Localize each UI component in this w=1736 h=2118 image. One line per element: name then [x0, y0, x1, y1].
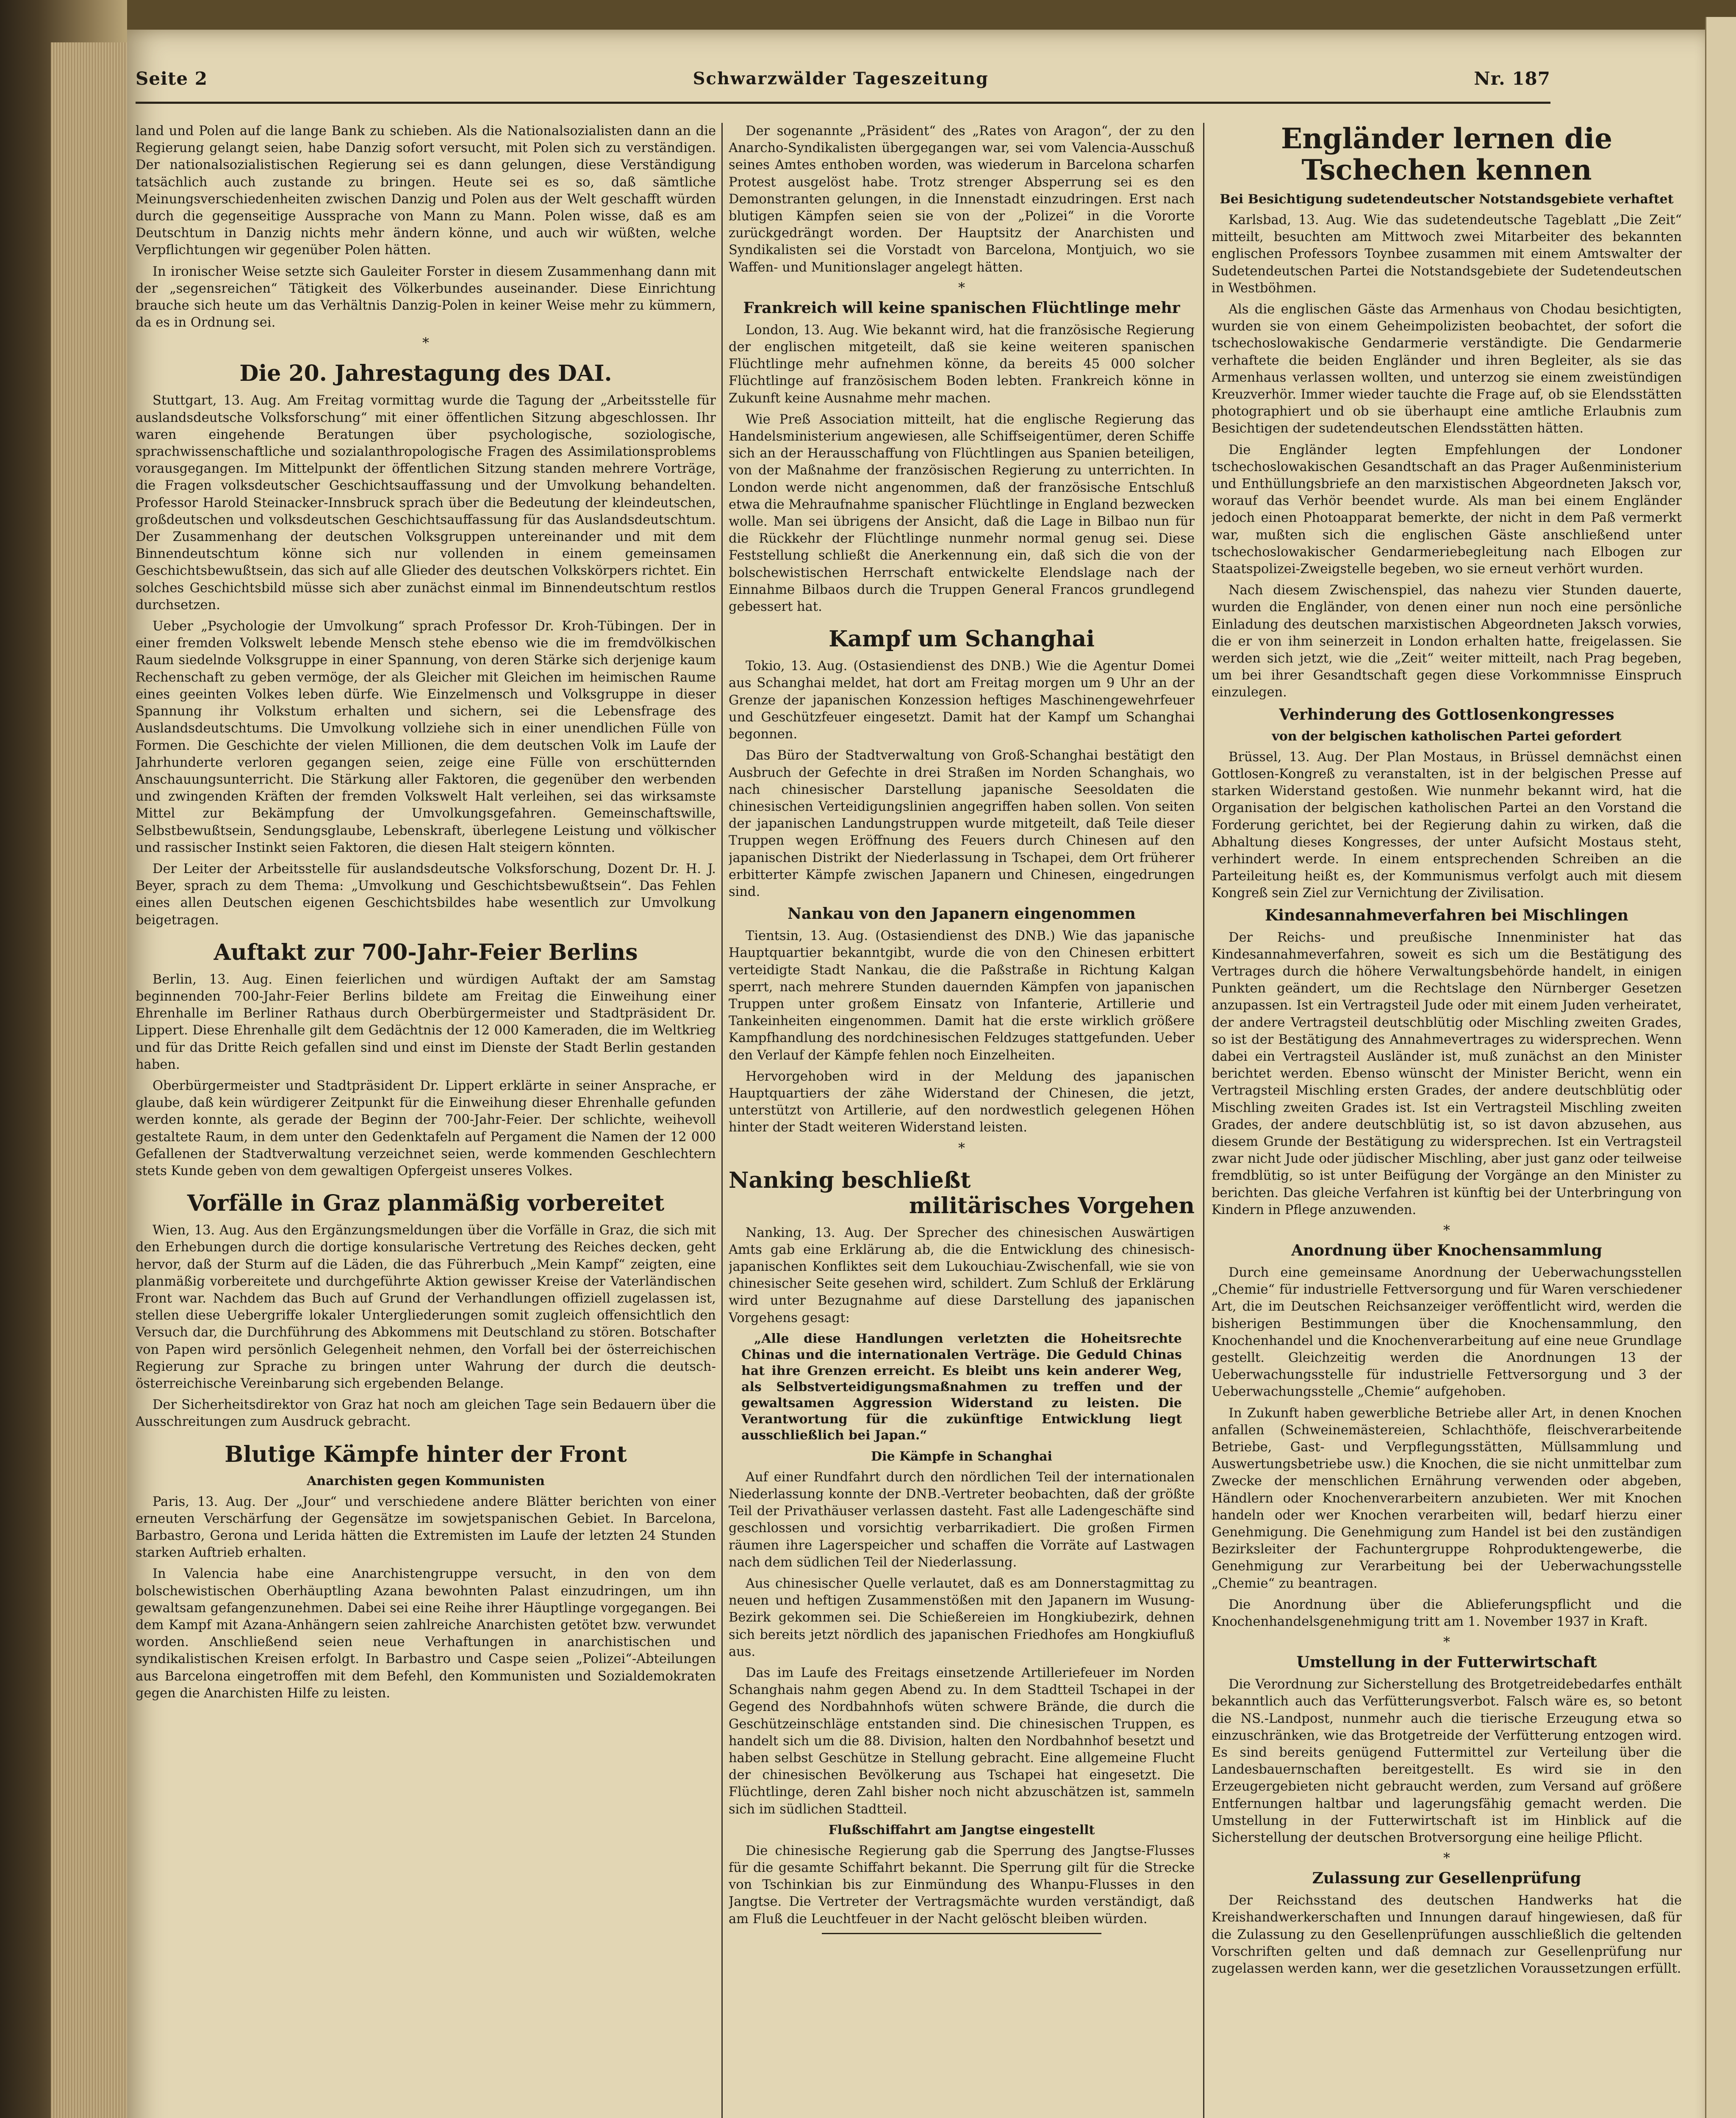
article-text: Der Reichs- und preußische Innenminister hat das Kindesannahmeverfahren, soweit es sich um die Bestätigung des Vertrages durch die höhere Verwaltungsbehörde handelt, in einigen Punkten geändert, um die Rechtslage den Nürnberger Gesetzen anzupassen. Ist ein Vertragsteil Jude oder mit einem Juden verheiratet, der andere Vertragsteil deutschblütig oder Mischling zweiten Grades, so ist der Bestätigung des Annahmevertrages zu widersprechen. Wenn dabei ein Vertragsteil Ausländer ist, muß zunächst an den Minister berichtet werden. Ebenso wünscht der Minister Bericht, wenn ein Vertragsteil Mischling ersten Grades, der andere deutschblütig oder Mischling zweiten Grades ist. Ist ein Vertragsteil Mischling zweiten Grades, der andere deutschblütig ist, so ist davon abzusehen, aus diesem Grunde der Bestätigung zu widersprechen. Ist ein Vertragsteil zwar nicht Jude oder jüdischer Mischling, aber just ganz oder teilweise fremdblütig, so ist unter Beifügung der Vorgänge an den Minister zu berichten. Das gleiche Verfahren ist künftig bei der Unterbringung von Kindern in Pflege anzuwenden.: [1212, 930, 1682, 1217]
separator-star: *: [422, 335, 429, 351]
headline-frankreich: Frankreich will keine spanischen Flüchtlinge mehr: [743, 299, 1180, 317]
subheadline-kaempfe: Die Kämpfe in Schanghai: [871, 1449, 1052, 1464]
issue-number: Nr. 187: [1474, 68, 1550, 89]
article-text: Als die englischen Gäste das Armenhaus von Chodau besichtigten, wurden sie von einem Geheimpolizisten beobachtet, der sofort die tschechoslowakische Gendarmerie verständigte. Die Gendarmerie verhaftete die beiden Engländer und ihren Begleiter, als sie das Armenhaus verlassen wollten, und unterzog sie einem zweistündigen Kreuzverhör. Immer wieder tauchte die Frage auf, ob sie Elendsstätten photographiert und ob sie überhaupt eine amtliche Erlaubnis zum Besichtigen der sudetendeutschen Elendsstätten hätten.: [1212, 302, 1682, 436]
column-rule-2: [1203, 123, 1204, 2118]
article-text: Durch eine gemeinsame Anordnung der Ueberwachungsstellen „Chemie“ für industrielle Fettversorgung und für Waren verschiedener Art, die im Deutschen Reichsanzeiger veröffentlicht wird, werden die bisherigen Bestimmungen über die Knochensammlung, den Knochenhandel und die Knochenverarbeitung auf eine neue Grundlage gestellt. Gleichzeitig werden die Anordnungen 13 der Ueberwachungsstelle für industrielle Fettversorgung und 3 der Ueberwachungsstelle „Chemie“ aufgehoben.: [1212, 1265, 1682, 1400]
article-text: Wie Preß Association mitteilt, hat die englische Regierung das Handelsministerium angewiesen, alle Schiffseigentümer, deren Schiffe sich an der Herausschaffung von Flüchtlingen aus Spanien beteiligen, von der Maßnahme der französischen Regierung zu unterrichten. In London werde nicht angenommen, daß der französische Entschluß etwa die Mehraufnahme spanischer Flüchtlinge in England bezwecken wolle. Man sei übrigens der Ansicht, daß die Lage in Bilbao nun für die Rückkehr der Flüchtlinge nunmehr normal genug sei. Diese Feststellung schließt die Anerkennung ein, daß sich die von der bolschewistischen Herrschaft entwickelte Elendslage nach der Einnahme Bilbaos durch die Truppen General Francos grundlegend gebessert hat.: [729, 412, 1195, 615]
headline-englaender: Engländer lernen die Tschechen kennen: [1281, 123, 1613, 186]
article-text: Hervorgehoben wird in der Meldung des japanischen Hauptquartiers der zähe Widerstand der Chinesen, die jetzt, unterstützt von Artillerie, auf den nordwestlich gelegenen Höhen hinter der Stadt weiteren Widerstand leisten.: [729, 1069, 1195, 1135]
separator-star: *: [1443, 1850, 1450, 1866]
headline-front: Blutige Kämpfe hinter der Front: [225, 1441, 627, 1467]
quote-block: „Alle diese Handlungen verletzten die Hoheitsrechte Chinas und die internationalen Verträge. Die Geduld Chinas hat ihre Grenzen erreicht. Es bleibt uns kein anderer Weg, als Selbstverteidigungsmaßnahmen zu treffen und der gewaltsamen Aggression Widerstand zu leisten. Die Verantwortung für die zukünftige Entwicklung liegt ausschließlich bei Japan.“: [741, 1331, 1182, 1443]
separator-star: *: [958, 1139, 965, 1156]
article-text: Karlsbad, 13. Aug. Wie das sudetendeutsche Tageblatt „Die Zeit“ mitteilt, besuchten am Mittwoch zwei Mitarbeiter des bekannten englischen Professors Toynbee zusammen mit einem Amtswalter der Sudetendeutschen Partei die Notstandsgebiete der Sudetendeutschen in Westböhmen.: [1212, 213, 1682, 296]
article-text: London, 13. Aug. Wie bekannt wird, hat die französische Regierung der englischen mitgeteilt, daß sie keine weiteren spanischen Flüchtlinge mehr aufnehmen könne, da bereits 45 000 solcher Flüchtlinge auf französischem Boden lebten. Frankreich könne in Zukunft keine Ausnahme mehr machen.: [729, 322, 1195, 406]
headline-nanking-b: militärisches Vorgehen: [909, 1192, 1195, 1219]
end-rule: [822, 1933, 1101, 1934]
subheadline-notstand: Bei Besichtigung sudetendeutscher Notstandsgebiete verhaftet: [1220, 192, 1674, 207]
article-text: Die Verordnung zur Sicherstellung des Brotgetreidebedarfes enthält bekanntlich auch das Verfütterungsverbot. Falsch wäre es, so betont die NS.-Landpost, nunmehr auch die tierische Erzeugung etwa so einzuschränken, wie das Brotgetreide der Verfütterung entzogen wird. Es sind bereits genügend Futtermittel zur Verteilung über die Landesbauernschaften bereitgestellt. Es wird sie in den Erzeugergebieten nicht gebraucht werden, zum Versand auf größere Entfernungen haltbar und lagerungsfähig gemacht werden. Die Umstellung in der Futterwirtschaft ist im Hinblick auf die Sicherstellung der deutschen Brotversorgung eine heilige Pflicht.: [1212, 1677, 1682, 1846]
headline-gesellen: Zulassung zur Gesellenprüfung: [1312, 1869, 1581, 1888]
subheadline-anarchists: Anarchisten gegen Kommunisten: [307, 1473, 545, 1489]
article-text: Die chinesische Regierung gab die Sperrung des Jangtse-Flusses für die gesamte Schiffahrt bekannt. Die Sperrung gilt für die Strecke von Tschinkian bis zur Einmündung des Whanpu-Flusses in den Jangtse. Die Vertreter der Vertragsmächte wurden verständigt, daß am Fluß die Leuchtfeuer in der Nacht gelöscht bleiben würden.: [729, 1843, 1195, 1927]
article-text: Tientsin, 13. Aug. (Ostasiendienst des DNB.) Wie das japanische Hauptquartier bekanntgibt, wurde die von den Chinesen erbittert verteidigte Stadt Nankau, die die Paßstraße in Richtung Kalgan sperrt, nach mehrere Stunden dauernden Kämpfen von japanischen Truppen unter großem Einsatz von Infanterie, Artillerie und Tankeinheiten eingenommen. Damit hat die erste wirklich größere Kampfhandlung des nordchinesischen Feldzuges stattgefunden. Ueber den Verlauf der Kämpfe fehlen noch Einzelheiten.: [729, 929, 1195, 1063]
article-text: Die Anordnung über die Ablieferungspflicht und die Knochenhandelsgenehmigung tritt am 1. November 1937 in Kraft.: [1212, 1597, 1682, 1630]
headline-dai: Die 20. Jahrestagung des DAI.: [239, 360, 612, 387]
column-rule-1: [721, 123, 723, 2118]
page-stack: [51, 42, 131, 2118]
article-text: Der Sicherheitsdirektor von Graz hat noch am gleichen Tage sein Bedauern über die Ausschreitungen zum Ausdruck gebracht.: [136, 1397, 716, 1430]
separator-star: *: [1443, 1634, 1450, 1650]
separator-star: *: [1443, 1222, 1450, 1238]
column-3: [1212, 123, 1682, 2118]
article-text: In Zukunft haben gewerbliche Betriebe aller Art, in denen Knochen anfallen (Schweinemästereien, Schlachthöfe, fleischverarbeitende Betriebe, Gast- und Verpflegungsstätten, Müllsammlung und Auswertungsbetriebe usw.) die Knochen, die sie nicht unmittelbar zum Zwecke der menschlichen Ernährung verwenden oder abgeben, Händlern oder Knochenverarbeitern anzubieten. Wer mit Knochen handeln oder wer Knochen verarbeiten will, bedarf hierzu einer Genehmigung. Die Genehmigung zum Handel ist bei den zuständigen Bezirksleiter der Fachuntergruppe Rohproduktengewerbe, die Genehmigung zur Verarbeitung bei der Ueberwachungsstelle „Chemie“ zu beantragen.: [1212, 1406, 1682, 1591]
article-text: Nach diesem Zwischenspiel, das nahezu vier Stunden dauerte, wurden die Engländer, von denen einer nun noch eine persönliche Einladung des deutschen marxistischen Abgeordneten Jaksch vorwies, die er von ihm seinerzeit in London erhalten hatte, freigelassen. Sie werden sich jetzt, wie die „Zeit“ weiter mitteilt, nach Prag begeben, um bei ihrer Gesandtschaft gegen diese Vorkommnisse Einspruch einzulegen.: [1212, 583, 1682, 700]
article-text: In Valencia habe eine Anarchistengruppe versucht, in den von dem bolschewistischen Oberhäuptling Azana bewohnten Palast einzudringen, um ihn gewaltsam gefangenzunehmen. Dabei sei eine Reihe ihrer Häuptlinge vorgegangen. Bei dem Kampf mit Azana-Anhängern seien zahlreiche Anarchisten getötet bzw. verwundet worden. Anschließend seien neue Verhaftungen in anarchistischen und syndikalistischen Kreisen erfolgt. In Barbastro und Caspe seien „Polizei“-Abteilungen aus Barcelona eingetroffen mit dem Befehl, den Kommunisten und Sozialdemokraten gegen die Anarchisten Hilfe zu leisten.: [136, 1566, 716, 1701]
headline-futter: Umstellung in der Futterwirtschaft: [1296, 1653, 1597, 1672]
newspaper-title: Schwarzwälder Tageszeitung: [693, 68, 989, 89]
article-text: Ueber „Psychologie der Umvolkung“ sprach Professor Dr. Kroh-Tübingen. Der in einer fremden Volkswelt lebende Mensch stehe ebenso wie die im fremdvölkischen Raum siedelnde Volksgruppe in einer Spannung, von deren Stärke sich derjenige kaum Rechenschaft zu geben vermöge, der als Gleicher mit Gleichen im heimischen Raume eines geeinten Volkes leben dürfe. Wie Einzelmensch und Volksgruppe in dieser Spannung ihr Volkstum erhalten und sichern, sei die Lebensfrage des Auslandsdeutschtums. Die Umvolkung vollziehe sich in einer unendlichen Fülle von Formen. Die Geschichte der vielen Millionen, die dem deutschen Volk im Laufe der Jahrhunderte verloren gegangen seien, zeige eine Fülle von erschütternden Anschauungsunterricht. Die Stärkung aller Faktoren, die gegenüber den werbenden und zwingenden Kräften der fremden Volkswelt Halt verleihen, sei das wirksamste Mittel zur Bekämpfung der Umvolkungsgefahren. Gemeinschaftswille, Selbstbewußtsein, Sendungsglaube, Lebenskraft, überlegene Leistung und völkischer und rassischer Instinkt seien Faktoren, die diesen Halt steigern könnten.: [136, 619, 716, 855]
headline-nanking-a: Nanking beschließt: [729, 1167, 971, 1193]
subheadline-jangtse: Flußschiffahrt am Jangtse eingestellt: [828, 1822, 1095, 1838]
article-text: Aus chinesischer Quelle verlautet, daß es am Donnerstagmittag zu neuen und heftigen Zusammenstößen mit den Japanern im Wusung-Bezirk gekommen sei. Die Schießereien im Hongkiubezirk, dehnen sich bereits jetzt nördlich des japanischen Friedhofes am Hongkiufluß aus.: [729, 1576, 1195, 1659]
headline-gottlosen: Verhinderung des Gottlosenkongresses: [1279, 705, 1614, 724]
headline-kindesannahme: Kindesannahmeverfahren bei Mischlingen: [1265, 906, 1628, 924]
article-text: Nanking, 13. Aug. Der Sprecher des chinesischen Auswärtigen Amts gab eine Erklärung ab, die die Entwicklung des chinesisch-japanischen Konfliktes seit dem Lukouchiau-Zwischenfall, wie sie von chinesischer Seite gesehen wird, schildert. Zum Schluß der Erklärung wird unter Bezugnahme auf diese Darstellung des japanischen Vorgehens gesagt:: [729, 1225, 1195, 1325]
page-number: Seite 2: [136, 68, 208, 89]
article-text: Stuttgart, 13. Aug. Am Freitag vormittag wurde die Tagung der „Arbeitsstelle für auslandsdeutsche Volksforschung“ mit einer öffentlichen Sitzung abgeschlossen. Ihr waren eingehende Beratungen über psychologische, soziologische, sprachwissenschaftliche und sozialanthropologische Fragen des Assimilationsproblems vorausgegangen. Im Mittelpunkt der öffentlichen Sitzung standen mehrere Vorträge, die Fragen volksdeutscher Geschichtsauffassung und der Umvolkung behandelten. Professor Harold Steinacker-Innsbruck sprach über die Bedeutung der kleindeutschen, großdeutschen und volksdeutschen Geschichtsauffassung für das Auslandsdeutschtum. Der Zusammenhang der deutschen Volksgruppen untereinander und mit dem Binnendeutschtum könne sich nur vollenden in einem gemeinsamen Geschichtsbewußtsein, das sich auf alle Glieder des deutschen Volkskörpers richtet. Ein solches Geschichtsbild müsse sich aber zunächst einmal im Binnendeutschtum restlos durchsetzen.: [136, 393, 716, 613]
article-text: Wien, 13. Aug. Aus den Ergänzungsmeldungen über die Vorfälle in Graz, die sich mit den Erhebungen durch die dortige konsularische Vertretung des Reiches decken, geht hervor, daß der Sturm auf die Läden, die das Führerbuch „Mein Kampf“ zeigten, eine planmäßig vorbereitete und durchgeführte Aktion gewisser Kreise der Vaterländischen Front war. Nachdem das Buch auf Grund der Verhandlungen offiziell zugelassen ist, stellen diese Uebergriffe lokaler Untergliederungen somit zugleich offensichtlich den Versuch dar, die Durchführung des Abkommens mit Deutschland zu stören. Botschafter von Papen wird persönlich Gelegenheit nehmen, den Vorfall bei der österreichischen Regierung zur Sprache zu bringen unter Wahrung der durch die deutsch-österreichische Vereinbarung sich ergebenden Belange.: [136, 1223, 716, 1391]
article-text: Das im Laufe des Freitags einsetzende Artilleriefeuer im Norden Schanghais nahm gegen Abend zu. In dem Stadtteil Tschapei in der Gegend des Nordbahnhofs wüten schwere Brände, die durch die Geschützeinschläge entstanden sind. Die chinesischen Truppen, es handelt sich um die 88. Division, halten den Nordbahnhof besetzt und haben selbst Geschütze in Stellung gebracht. Eine allgemeine Flucht der chinesischen Bevölkerung aus Tschapei hat eingesetzt. Die Flüchtlinge, deren Zahl bisher noch nicht abzuschätzen ist, sammeln sich im südlichen Stadtteil.: [729, 1666, 1195, 1817]
column-2: [729, 123, 1195, 2118]
article-text: Tokio, 13. Aug. (Ostasiendienst des DNB.) Wie die Agentur Domei aus Schanghai meldet, hat dort am Freitag morgen um 9 Uhr an der Grenze der japanischen Konzession heftiges Maschinengewehrfeuer und Geschützfeuer eingesetzt. Damit hat der Kampf um Schanghai begonnen.: [729, 659, 1195, 742]
article-text: Die Engländer legten Empfehlungen der Londoner tschechoslowakischen Gesandtschaft an das Prager Außenministerium und Enthüllungsbriefe an den marxistischen Abgeordneten Jaksch vor, worauf das Verhör beendet wurde. Als man bei einem Engländer jedoch einen Photoapparat bemerkte, der nicht in dem Paß vermerkt war, mußten sich die englischen Gäste anschließend unter tschechoslowakischer Gendarmeriebegleitung nach Elbogen zur Staatspolizei-Zweigstelle begeben, wo sie erneut verhört wurden.: [1212, 442, 1682, 577]
next-page-edge: [1705, 17, 1736, 2118]
headline-graz: Vorfälle in Graz planmäßig vorbereitet: [187, 1190, 665, 1217]
article-text: Paris, 13. Aug. Der „Jour“ und verschiedene andere Blätter berichten von einer erneuten Verschärfung der Gegensätze im sowjetspanischen Gebiet. In Barcelona, Barbastro, Gerona und Lerida hätten die Extremisten im Laufe der letzten 24 Stunden starken Auftrieb erhalten.: [136, 1494, 716, 1561]
article-text: Oberbürgermeister und Stadtpräsident Dr. Lippert erklärte in seiner Ansprache, er glaube, daß kein würdigerer Zeitpunkt für die Einweihung dieser Ehrenhalle gefunden werden konnte, als gerade der Beginn der 700-Jahr-Feier. Der schlichte, weihevoll gestaltete Raum, in dem unter den Gedenktafeln auf Pergament die Namen der 12 000 Gefallenen der Stadtverwaltung verzeichnet seien, werde kommenden Geschlechtern stets Kunde geben von dem gewaltigen Opfergeist unseres Volkes.: [136, 1078, 716, 1178]
article-text: Brüssel, 13. Aug. Der Plan Mostaus, in Brüssel demnächst einen Gottlosen-Kongreß zu veranstalten, ist in der belgischen Presse auf starken Widerstand gestoßen. Wie nunmehr bekannt wird, hat die Organisation der belgischen katholischen Partei an den Vorstand die Forderung gerichtet, bei der Regierung dahin zu wirken, daß die Abhaltung dieses Kongresses, der unter Aufsicht Mostaus steht, verhindert werde. In einem entsprechenden Schreiben an die Parteileitung heißt es, der Kommunismus verfolgt auch mit diesem Kongreß sein Ziel zur Vernichtung der Zivilisation.: [1212, 749, 1682, 901]
article-text: Der Reichsstand des deutschen Handwerks hat die Kreishandwerkerschaften und Innungen darauf hingewiesen, daß für die Zulassung zu den Gesellenprüfungen ausschließlich die geltenden Vorschriften gelten und daß demnach zur Gesellenprüfung nur zugelassen werden kann, wer die gesetzlichen Voraussetzungen erfüllt.: [1212, 1893, 1682, 1977]
separator-star: *: [958, 279, 965, 296]
article-text: Der Leiter der Arbeitsstelle für auslandsdeutsche Volksforschung, Dozent Dr. H. J. Beyer, sprach zu dem Thema: „Umvolkung und Geschichtsbewußtsein“. Das Fehlen eines allen Deutschen eigenen Geschichtsbildes habe wesentlich zur Umvolkung beigetragen.: [136, 861, 716, 928]
column-1: [136, 123, 716, 2118]
subheadline-belgisch: von der belgischen katholischen Partei gefordert: [1272, 729, 1622, 744]
headline-berlin: Auftakt zur 700-Jahr-Feier Berlins: [214, 939, 638, 965]
article-text: Das Büro der Stadtverwaltung von Groß-Schanghai bestätigt den Ausbruch der Gefechte in drei Straßen im Norden Schanghais, wo nach chinesischer Darstellung japanische Seesoldaten die chinesischen Verteidigungslinien angegriffen haben sollen. Von seiten der japanischen Landungstruppen wurde mitgeteilt, daß Teile dieser Truppen wegen Eröffnung des Feuers durch Chinesen auf den japanischen Distrikt der Niederlassung in Tschapei, dem Ort früherer erbitterter Kämpfe zwischen Japanern und Chinesen, eingedrungen sind.: [729, 748, 1195, 899]
article-text: Berlin, 13. Aug. Einen feierlichen und würdigen Auftakt der am Samstag beginnenden 700-Jahr-Feier Berlins bildete am Freitag die Einweihung einer Ehrenhalle im Berliner Rathaus durch Oberbürgermeister und Stadtpräsident Dr. Lippert. Diese Ehrenhalle gilt dem Gedächtnis der 12 000 Kameraden, die im Weltkrieg und für das Dritte Reich gefallen sind und einst im Dienste der Stadt Berlin gestanden haben.: [136, 972, 716, 1072]
article-text: land und Polen auf die lange Bank zu schieben. Als die Nationalsozialisten dann an die Regierung gelangt seien, habe Danzig sofort versucht, mit Polen sich zu verständigen. Der nationalsozialistischen Regierung sei es dann gelungen, diese Verständigung tatsächlich auch zustande zu bringen. Heute sei es so, daß sämtliche Meinungsverschiedenheiten zwischen Danzig und Polen aus der Welt geschafft würden durch die gegenseitige Aussprache von Mann zu Mann. Polen wisse, daß es am Deutschtum in Danzig nichts mehr ändern könne, und auch wir wüßten, welche Verpflichtungen wir gegenüber Polen hätten.: [136, 124, 716, 258]
headline-nankau: Nankau von den Japanern eingenommen: [788, 905, 1136, 923]
article-text: In ironischer Weise setzte sich Gauleiter Forster in diesem Zusammenhang dann mit der „segensreichen“ Tätigkeit des Völkerbundes auseinander. Diese Einrichtung brauche sich heute um das Verhältnis Danzig-Polen in keiner Weise mehr zu kümmern, da es in Ordnung sei.: [136, 264, 716, 330]
headline-knochen: Anordnung über Knochensammlung: [1291, 1241, 1602, 1259]
masthead: [136, 55, 1550, 104]
article-text: Der sogenannte „Präsident“ des „Rates von Aragon“, der zu den Anarcho-Syndikalisten übergegangen war, sei vom Valencia-Ausschuß seines Amtes enthoben worden, was wiederum in Barcelona scharfen Protest ausgelöst habe. Trotz strenger Absperrung sei es den Demonstranten gelungen, in die Innenstadt einzudringen. Erst nach blutigen Kämpfen seien sie von der „Polizei“ in die Vororte zurückgedrängt worden. Der Hauptsitz der Anarchisten und Syndikalisten sei die Vorstadt von Barcelona, Montjuich, wo sie Waffen- und Munitionslager angelegt hätten.: [729, 124, 1195, 275]
headline-schanghai: Kampf um Schanghai: [829, 626, 1095, 652]
article-text: Auf einer Rundfahrt durch den nördlichen Teil der internationalen Niederlassung konnte der DNB.-Vertreter beobachten, daß der größte Teil der Privathäuser verlassen dasteht. Fast alle Ladengeschäfte sind geschlossen und vorsichtig verbarrikadiert. Die großen Firmen räumen ihre Lagerspeicher und schaffen die Vorräte auf Lastwagen nach dem südlichen Teil der Niederlassung.: [729, 1469, 1195, 1570]
